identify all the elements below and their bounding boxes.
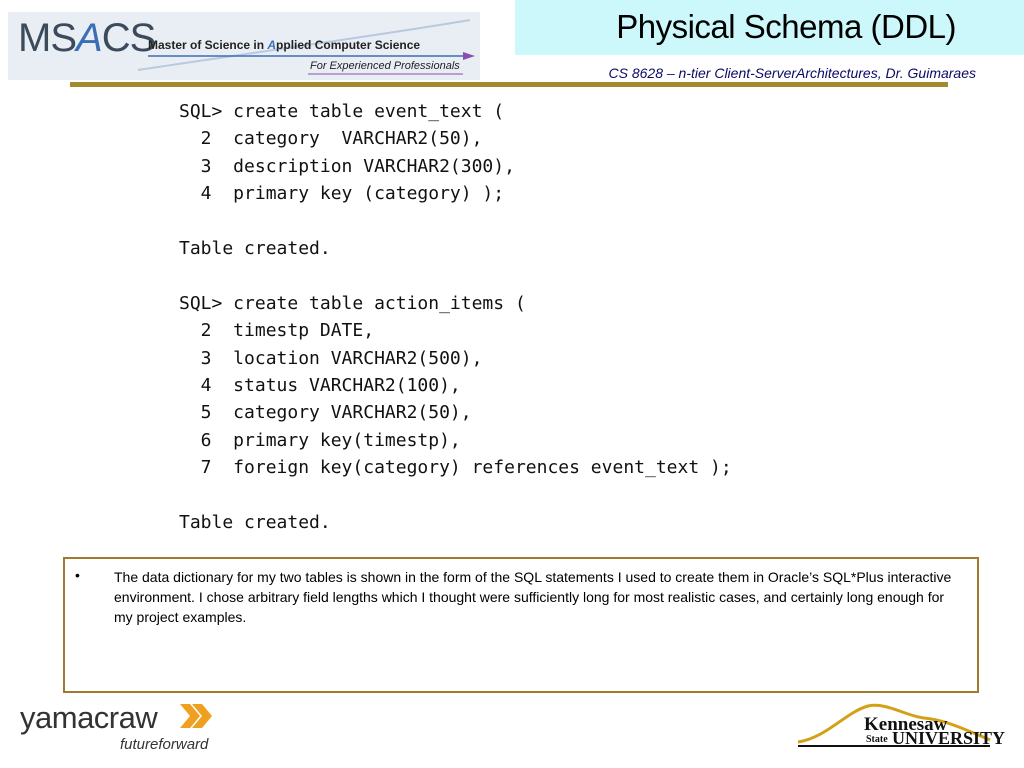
sql-code-block [179, 98, 732, 536]
msacs-logo [8, 12, 480, 80]
code-line [179, 481, 732, 508]
code-line: 3 description VARCHAR2(300), [179, 155, 515, 177]
logo-letters: MSACS [18, 16, 156, 60]
code-line: 7 foreign key(category) references event_text ); [179, 457, 732, 479]
header-divider [70, 82, 948, 87]
yamacraw-wordmark: yamacraw [20, 700, 158, 735]
title-banner [515, 0, 1024, 55]
slide-title: Physical Schema (DDL) [616, 8, 956, 45]
ksu-university: UNIVERSITY [892, 728, 1006, 748]
logo-tagline: For Experienced Professionals [310, 60, 460, 72]
code-line: 2 category VARCHAR2(50), [179, 128, 483, 150]
code-line: 3 location VARCHAR2(500), [179, 347, 483, 369]
ksu-state: State [866, 734, 888, 745]
code-line: SQL> create table event_text ( [179, 101, 505, 122]
course-subtitle: CS 8628 – n-tier Client-ServerArchitectures, Dr. Guimaraes [608, 65, 976, 81]
note-box [63, 557, 979, 693]
code-line: 2 timestp DATE, [179, 320, 375, 342]
code-line: 4 status VARCHAR2(100), [179, 374, 461, 396]
code-line: Table created. [179, 511, 331, 533]
logo-subtitle: Master of Science in Applied Computer Science [148, 38, 421, 52]
note-text: The data dictionary for my two tables is shown in the form of the SQL statements I used to create them in Oracle’s SQL*Plus interactive environment. I chose arbitrary field lengths which I thought were sufficiently long for most realistic cases, and certainly long enough for my project examples. [114, 569, 952, 625]
yamacraw-tagline: futureforward [120, 736, 209, 753]
code-line: Table created. [179, 237, 331, 259]
code-line: 5 category VARCHAR2(50), [179, 402, 472, 424]
code-line [179, 208, 732, 235]
bullet-icon: • [75, 567, 80, 583]
code-line [179, 262, 732, 289]
code-line: SQL> create table action_items ( [179, 292, 526, 314]
code-line: 4 primary key (category) ); [179, 183, 505, 205]
code-line: 6 primary key(timestp), [179, 429, 461, 451]
ksu-logo [796, 700, 1006, 752]
chevrons-icon [180, 700, 220, 736]
ksu-name: Kennesaw [864, 714, 948, 735]
